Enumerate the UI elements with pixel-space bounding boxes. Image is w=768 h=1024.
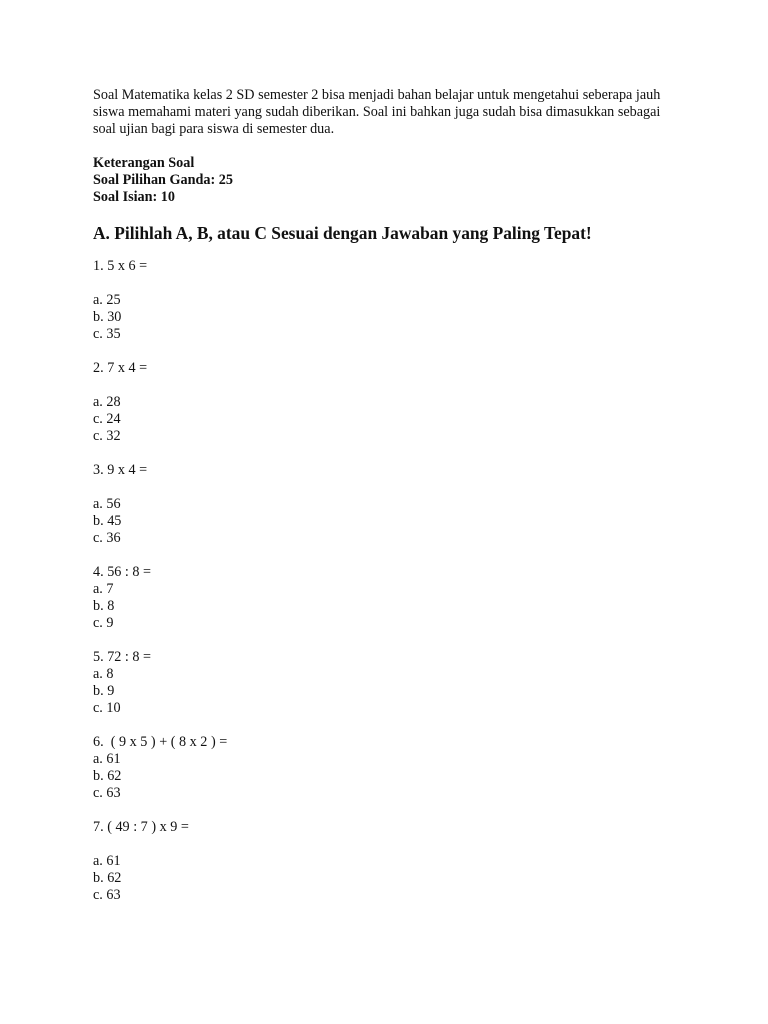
question-text: 5. 72 : 8 = bbox=[93, 649, 152, 666]
answer-option-a: a. 8 bbox=[93, 666, 114, 683]
answer-option-c: c. 10 bbox=[93, 700, 121, 717]
answer-option-c: c. 63 bbox=[93, 887, 121, 904]
answer-option-c: c. 35 bbox=[93, 326, 121, 343]
answer-options bbox=[93, 853, 693, 904]
question-text: 4. 56 : 8 = bbox=[93, 564, 152, 581]
question-text: 3. 9 x 4 = bbox=[93, 462, 148, 479]
answer-option-a: a. 61 bbox=[93, 751, 121, 768]
answer-option-c: c. 63 bbox=[93, 785, 121, 802]
answer-option-b: c. 24 bbox=[93, 411, 121, 428]
question-4 bbox=[93, 564, 693, 632]
answer-options bbox=[93, 666, 693, 717]
answer-option-b: b. 30 bbox=[93, 309, 122, 326]
question-2 bbox=[93, 360, 693, 445]
answer-options bbox=[93, 496, 693, 547]
answer-option-c: c. 9 bbox=[93, 615, 114, 632]
answer-options bbox=[93, 394, 693, 445]
info-essay-count: Soal Isian: 10 bbox=[93, 189, 175, 205]
answer-option-c: c. 32 bbox=[93, 428, 121, 445]
question-6 bbox=[93, 734, 693, 802]
answer-option-c: c. 36 bbox=[93, 530, 121, 547]
question-text: 1. 5 x 6 = bbox=[93, 258, 148, 275]
answer-options bbox=[93, 751, 693, 802]
answer-option-b: b. 62 bbox=[93, 870, 122, 887]
intro-paragraph: Soal Matematika kelas 2 SD semester 2 bisa menjadi bahan belajar untuk mengetahui seberapa jauh siswa memahami materi yang sudah diberikan. Soal ini bahkan juga sudah bisa dimasukkan sebagai soal ujian bagi para siswa di semester dua. bbox=[93, 87, 661, 137]
section-a-heading: A. Pilihlah A, B, atau C Sesuai dengan Jawaban yang Paling Tepat! bbox=[93, 223, 592, 243]
answer-option-b: b. 62 bbox=[93, 768, 122, 785]
document-page bbox=[93, 87, 693, 904]
question-text: 6. ( 9 x 5 ) + ( 8 x 2 ) = bbox=[93, 734, 228, 751]
info-multiple-choice-count: Soal Pilihan Ganda: 25 bbox=[93, 172, 233, 188]
question-text: 7. ( 49 : 7 ) x 9 = bbox=[93, 819, 189, 836]
question-1 bbox=[93, 258, 693, 343]
answer-options bbox=[93, 292, 693, 343]
answer-option-b: b. 9 bbox=[93, 683, 115, 700]
answer-option-b: b. 8 bbox=[93, 598, 115, 615]
answer-option-a: a. 28 bbox=[93, 394, 121, 411]
question-text: 2. 7 x 4 = bbox=[93, 360, 148, 377]
question-7 bbox=[93, 819, 693, 904]
info-title: Keterangan Soal bbox=[93, 155, 195, 171]
question-info bbox=[93, 155, 693, 206]
answer-option-a: a. 61 bbox=[93, 853, 121, 870]
answer-options bbox=[93, 581, 693, 632]
answer-option-b: b. 45 bbox=[93, 513, 122, 530]
answer-option-a: a. 56 bbox=[93, 496, 121, 513]
question-5 bbox=[93, 649, 693, 717]
question-3 bbox=[93, 462, 693, 547]
answer-option-a: a. 7 bbox=[93, 581, 114, 598]
answer-option-a: a. 25 bbox=[93, 292, 121, 309]
